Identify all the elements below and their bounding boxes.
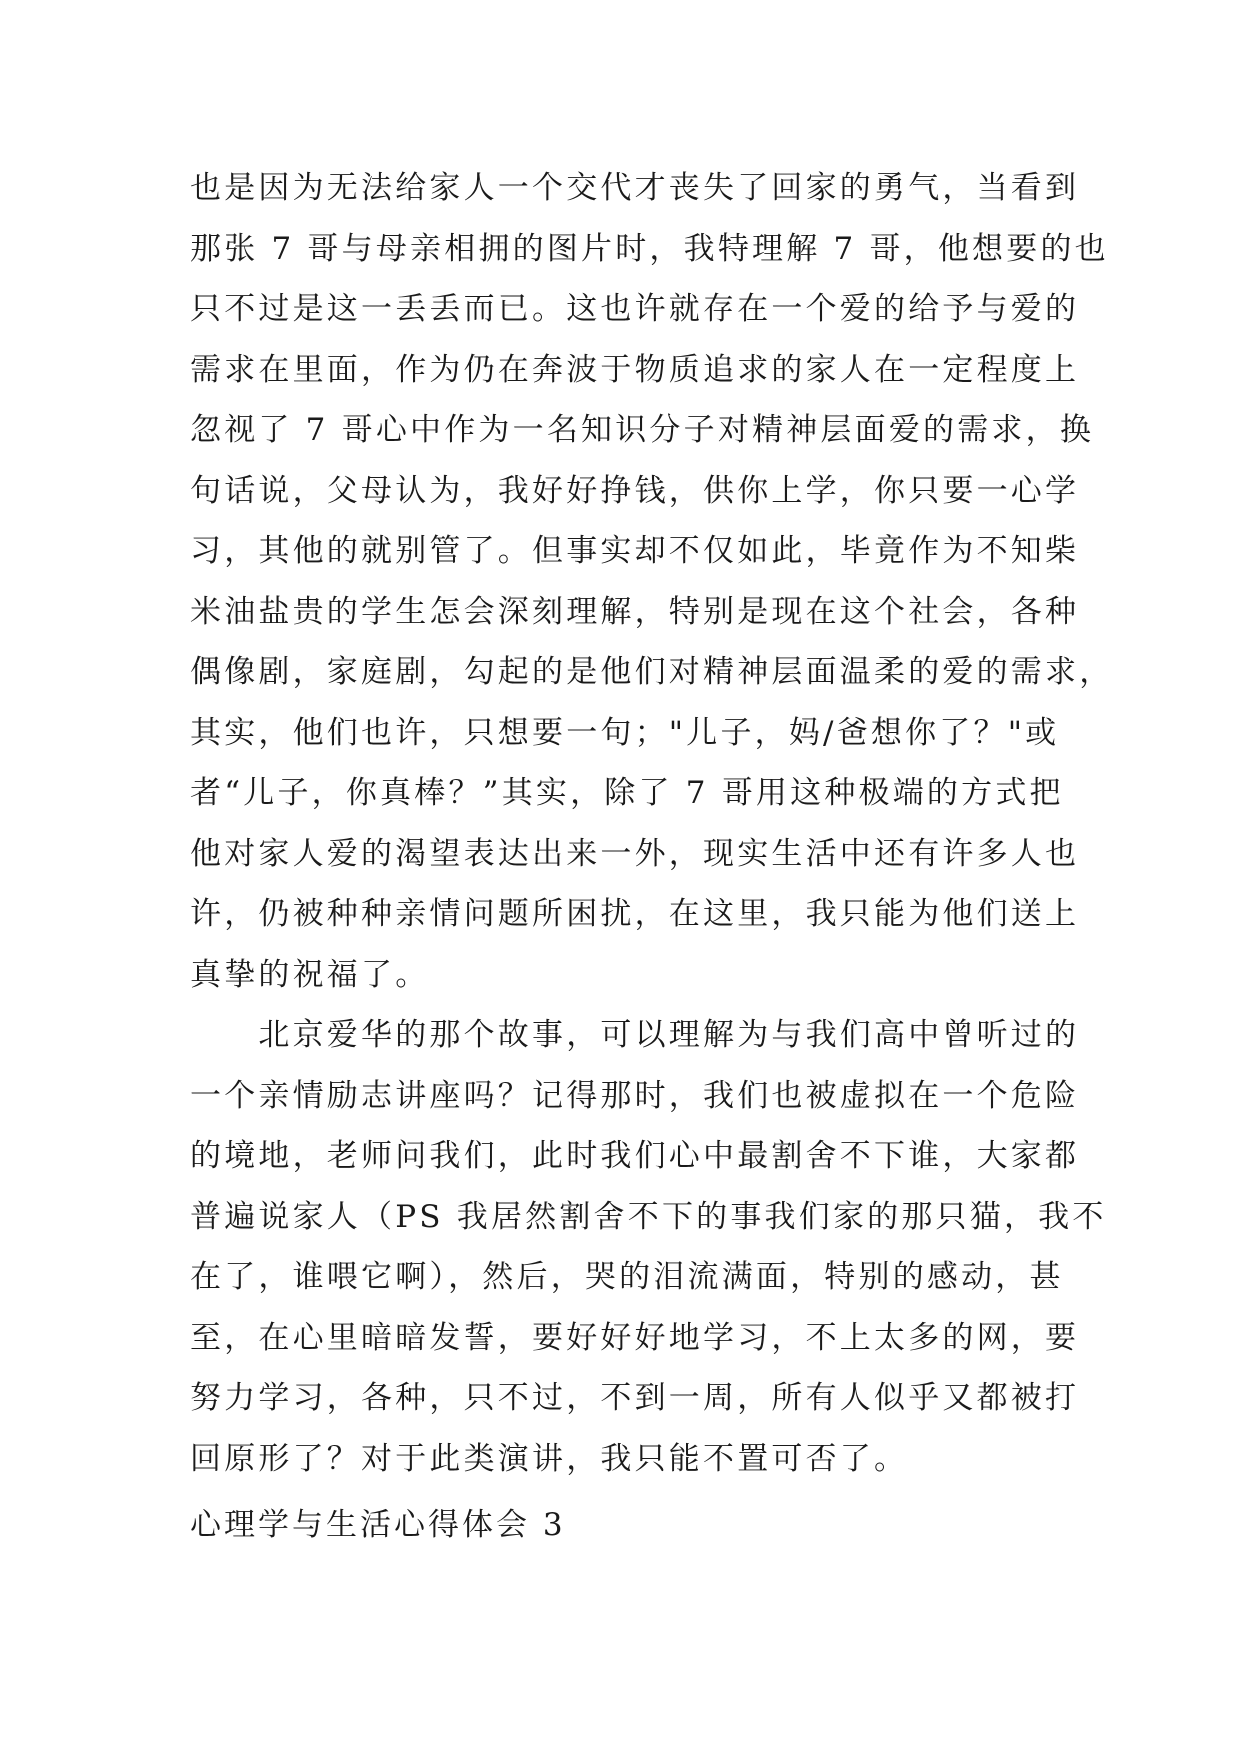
section-heading: 心理学与生活心得体会 3 bbox=[190, 1507, 566, 1543]
text-line: 那张 7 哥与母亲相拥的图片时，我特理解 7 哥，他想要的也 bbox=[190, 230, 1109, 267]
text-line: 习，其他的就别管了。但事实却不仅如此，毕竟作为不知柴 bbox=[190, 533, 1080, 569]
text-line: 需求在里面，作为仍在奔波于物质追求的家人在一定程度上 bbox=[190, 351, 1080, 388]
text-line: 也是因为无法给家人一个交代才丧失了回家的勇气，当看到 bbox=[190, 170, 1080, 206]
text-line: 的境地，老师问我们，此时我们心中最割舍不下谁，大家都 bbox=[190, 1138, 1080, 1174]
text-line: 真挚的祝福了。 bbox=[190, 956, 430, 993]
text-line: 只不过是这一丢丢而已。这也许就存在一个爱的给予与爱的 bbox=[190, 291, 1080, 327]
text-line: 普遍说家人（PS 我居然割舍不下的事我们家的那只猫，我不 bbox=[190, 1198, 1107, 1235]
text-line: 努力学习，各种，只不过，不到一周，所有人似乎又都被打 bbox=[190, 1380, 1080, 1416]
text-line: 在了，谁喂它啊），然后，哭的泪流满面，特别的感动，甚 bbox=[190, 1259, 1064, 1295]
text-line: 者“儿子，你真棒？”其实，除了 7 哥用这种极端的方式把 bbox=[190, 775, 1064, 811]
text-line: 回原形了？对于此类演讲，我只能不置可否了。 bbox=[190, 1440, 909, 1477]
text-line: 其实，他们也许，只想要一句；"儿子，妈/爸想你了？"或 bbox=[190, 714, 1060, 751]
text-line: 偶像剧，家庭剧，勾起的是他们对精神层面温柔的爱的需求， bbox=[190, 654, 1114, 690]
text-line: 忽视了 7 哥心中作为一名知识分子对精神层面爱的需求，换 bbox=[190, 412, 1095, 448]
body-text bbox=[190, 158, 1114, 1489]
text-line: 许，仍被种种亲情问题所困扰，在这里，我只能为他们送上 bbox=[190, 896, 1080, 932]
text-line: 他对家人爱的渴望表达出来一外，现实生活中还有许多人也 bbox=[190, 835, 1080, 872]
text-line: 至，在心里暗暗发誓，要好好好地学习，不上太多的网，要 bbox=[190, 1319, 1080, 1356]
text-line: 句话说，父母认为，我好好挣钱，供你上学，你只要一心学 bbox=[190, 472, 1080, 509]
text-line: 一个亲情励志讲座吗？记得那时，我们也被虚拟在一个危险 bbox=[190, 1077, 1080, 1114]
text-line: 北京爱华的那个故事，可以理解为与我们高中曾听过的 bbox=[190, 1017, 1080, 1053]
text-line: 米油盐贵的学生怎会深刻理解，特别是现在这个社会，各种 bbox=[190, 593, 1080, 630]
